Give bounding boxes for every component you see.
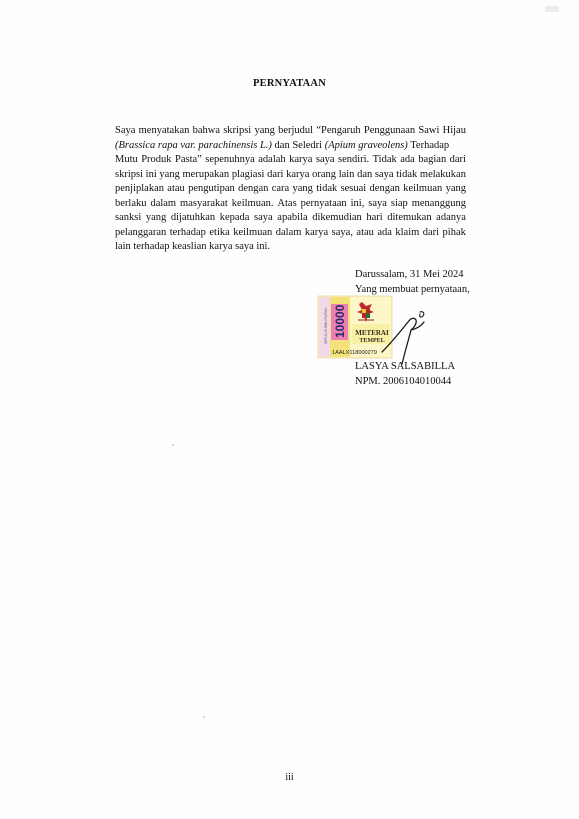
paragraph-line (115, 197, 466, 212)
paragraph-line (115, 124, 466, 139)
paragraph-text: berlaku dalam masyarakat keilmuan. Atas pernyataan ini, saya siap menanggung (115, 197, 466, 209)
maker-label: Yang membuat pernyataan, (355, 283, 470, 295)
document-title: PERNYATAAN (253, 78, 326, 89)
paragraph-text: Terhadap (407, 139, 450, 151)
paragraph-text: dan Seledri (271, 139, 325, 151)
paragraph-text: sanksi yang dijatuhkan kepada saya apabila dikemudian hari ditemukan adanya (115, 212, 466, 223)
signer-name: LASYA SALSABILLA (355, 361, 456, 372)
signer-npm: NPM. 2006104010044 (355, 375, 452, 387)
stamp-side-text: SEPULUH RIBU RUPIAH (324, 307, 328, 344)
paragraph-text: lain terhadap keaslian karya saya ini. (115, 241, 271, 252)
scientific-name-sawi: (Brassica rapa var. parachinensis L.) (115, 139, 272, 151)
paragraph-line (115, 139, 466, 154)
stamp-value: 10000 (333, 304, 347, 338)
paragraph-line (115, 211, 466, 226)
paragraph-line (115, 182, 466, 197)
paragraph-line (115, 240, 466, 255)
page-number: iii (285, 772, 294, 783)
stamp-serial: 1AALX118000279 (332, 350, 377, 356)
scientific-name-seledri: (Apium graveolens) (324, 139, 408, 151)
paragraph-text: Saya menyatakan bahwa skripsi yang berjudul “Pengaruh Penggunaan Sawi Hijau (115, 125, 466, 136)
signature-header (355, 268, 470, 297)
paragraph-text: Mutu Produk Pasta” sepenuhnya adalah karya saya sendiri. Tidak ada bagian dari (115, 154, 466, 165)
statement-paragraph (115, 124, 466, 255)
signer-info (355, 360, 455, 389)
stamp-label-meterai: METERAI (355, 329, 389, 337)
paragraph-line (115, 168, 466, 183)
paragraph-text: skripsi ini yang merupakan plagiasi dari karya orang lain dan saya tidak melakukan (115, 168, 466, 180)
place-date: Darussalam, 31 Mei 2024 (355, 269, 464, 280)
paragraph-text: pelanggaran terhadap etika keilmuan dalam karya saya, atau ada klaim dari pihak (115, 226, 466, 238)
paragraph-line (115, 153, 466, 168)
paragraph-text: penjiplakan atau pengutipan dengan cara yang tidak sesuai dengan keilmuan yang (115, 183, 466, 194)
scan-speck (203, 716, 205, 718)
stamp-label-tempel: TEMPEL (359, 338, 385, 344)
scan-speck (545, 6, 559, 12)
paragraph-line (115, 226, 466, 241)
scan-speck (172, 444, 174, 446)
handwritten-signature-icon (378, 308, 438, 368)
